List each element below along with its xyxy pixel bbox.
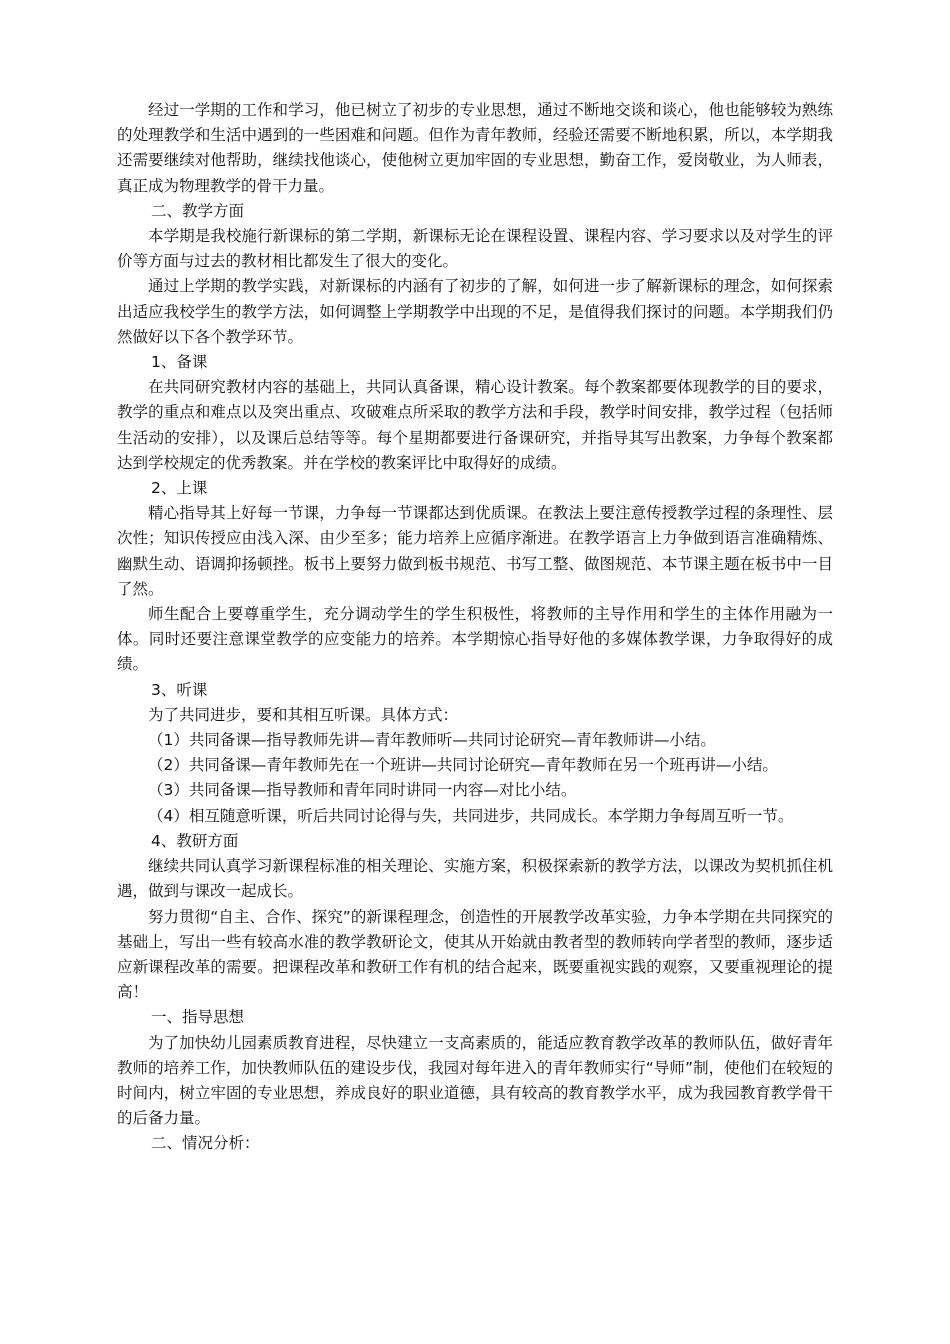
section-heading: 3、听课 xyxy=(151,680,208,699)
body-paragraph: 师生配合上要尊重学生，充分调动学生的学生积极性，将教师的主导作用和学生的主体作用融为一体。同时还要注意课堂教学的应变能力的培养。本学期惊心指导好他的多媒体教学课，力争取得好的成绩。 xyxy=(117,605,833,674)
list-item: （1）共同备课—指导教师先讲—青年教师听—共同讨论研究—青年教师讲—小结。 xyxy=(148,731,716,750)
list-item: （2）共同备课—青年教师先在一个班讲—共同讨论研究—青年教师在另一个班再讲—小结。 xyxy=(148,756,778,775)
section-heading: 1、备课 xyxy=(151,353,208,372)
body-paragraph: 努力贯彻“自主、合作、探究”的新课程理念，创造性的开展教学改革实验，力争本学期在共同探究的基础上，写出一些有较高水准的教学教研论文，使其从开始就由教者型的教师转向学者型的教师，逐步适应新课程改革的需要。把课程改革和教研工作有机的结合起来，既要重视实践的观察，又要重视理论的提高！ xyxy=(117,907,833,1002)
body-paragraph: 在共同研究教材内容的基础上，共同认真备课，精心设计教案。每个教案都要体现教学的目的要求，教学的重点和难点以及突出重点、攻破难点所采取的教学方法和手段，教学时间安排，教学过程（包括师生活动的安排），以及课后总结等等。每个星期都要进行备课研究，并指导其写出教案，力争每个教案都达到学校规定的优秀教案。并在学校的教案评比中取得好的成绩。 xyxy=(117,378,833,472)
body-paragraph: 为了共同进步，要和其相互听课。具体方式： xyxy=(148,705,459,724)
list-item: （4）相互随意听课，听后共同讨论得与失，共同进步，共同成长。本学期力争每周互听一节。 xyxy=(148,806,794,825)
section-heading: 二、情况分析： xyxy=(151,1134,260,1153)
body-paragraph: 经过一学期的工作和学习，他已树立了初步的专业思想，通过不断地交谈和谈心，他也能够较为熟练的处理教学和生活中遇到的一些困难和问题。但作为青年教师，经验还需要不断地积累，所以，本学期我还需要继续对他帮助，继续找他谈心，使他树立更加牢固的专业思想，勤奋工作，爱岗敬业，为人师表，真正成为物理教学的骨干力量。 xyxy=(117,101,833,195)
body-paragraph: 继续共同认真学习新课程标准的相关理论、实施方案，积极探索新的教学方法，以课改为契机抓住机遇，做到与课改一起成长。 xyxy=(117,857,833,901)
body-paragraph: 为了加快幼儿园素质教育进程，尽快建立一支高素质的，能适应教育教学改革的教师队伍，做好青年教师的培养工作，加快教师队伍的建设步伐，我园对每年进入的青年教师实行“导师”制，使他们在较短的时间内，树立牢固的专业思想，养成良好的职业道德，具有较高的教育教学水平，成为我园教育教学骨干的后备力量。 xyxy=(117,1033,833,1128)
body-paragraph: 通过上学期的教学实践，对新课标的内涵有了初步的了解，如何进一步了解新课标的理念，如何探索出适应我校学生的教学方法，如何调整上学期教学中出现的不足，是值得我们探讨的问题。本学期我们仍然做好以下各个教学环节。 xyxy=(117,277,833,346)
document-page xyxy=(117,98,833,1157)
body-paragraph: 本学期是我校施行新课标的第二学期，新课标无论在课程设置、课程内容、学习要求以及对学生的评价等方面与过去的教材相比都发生了很大的变化。 xyxy=(117,227,833,271)
section-heading: 二、教学方面 xyxy=(151,201,245,220)
list-item: （3）共同备课—指导教师和青年同时讲同一内容—对比小结。 xyxy=(148,781,577,800)
section-heading: 一、指导思想 xyxy=(151,1008,245,1027)
section-heading: 2、上课 xyxy=(151,479,208,498)
section-heading: 4、教研方面 xyxy=(151,831,239,850)
body-paragraph: 精心指导其上好每一节课，力争每一节课都达到优质课。在教法上要注意传授教学过程的条理性、层次性；知识传授应由浅入深、由少至多；能力培养上应循序渐进。在教学语言上力争做到语言准确精炼、幽默生动、语调抑扬顿挫。板书上要努力做到板书规范、书写工整、做图规范、本节课主题在板书中一目了然。 xyxy=(117,504,833,598)
